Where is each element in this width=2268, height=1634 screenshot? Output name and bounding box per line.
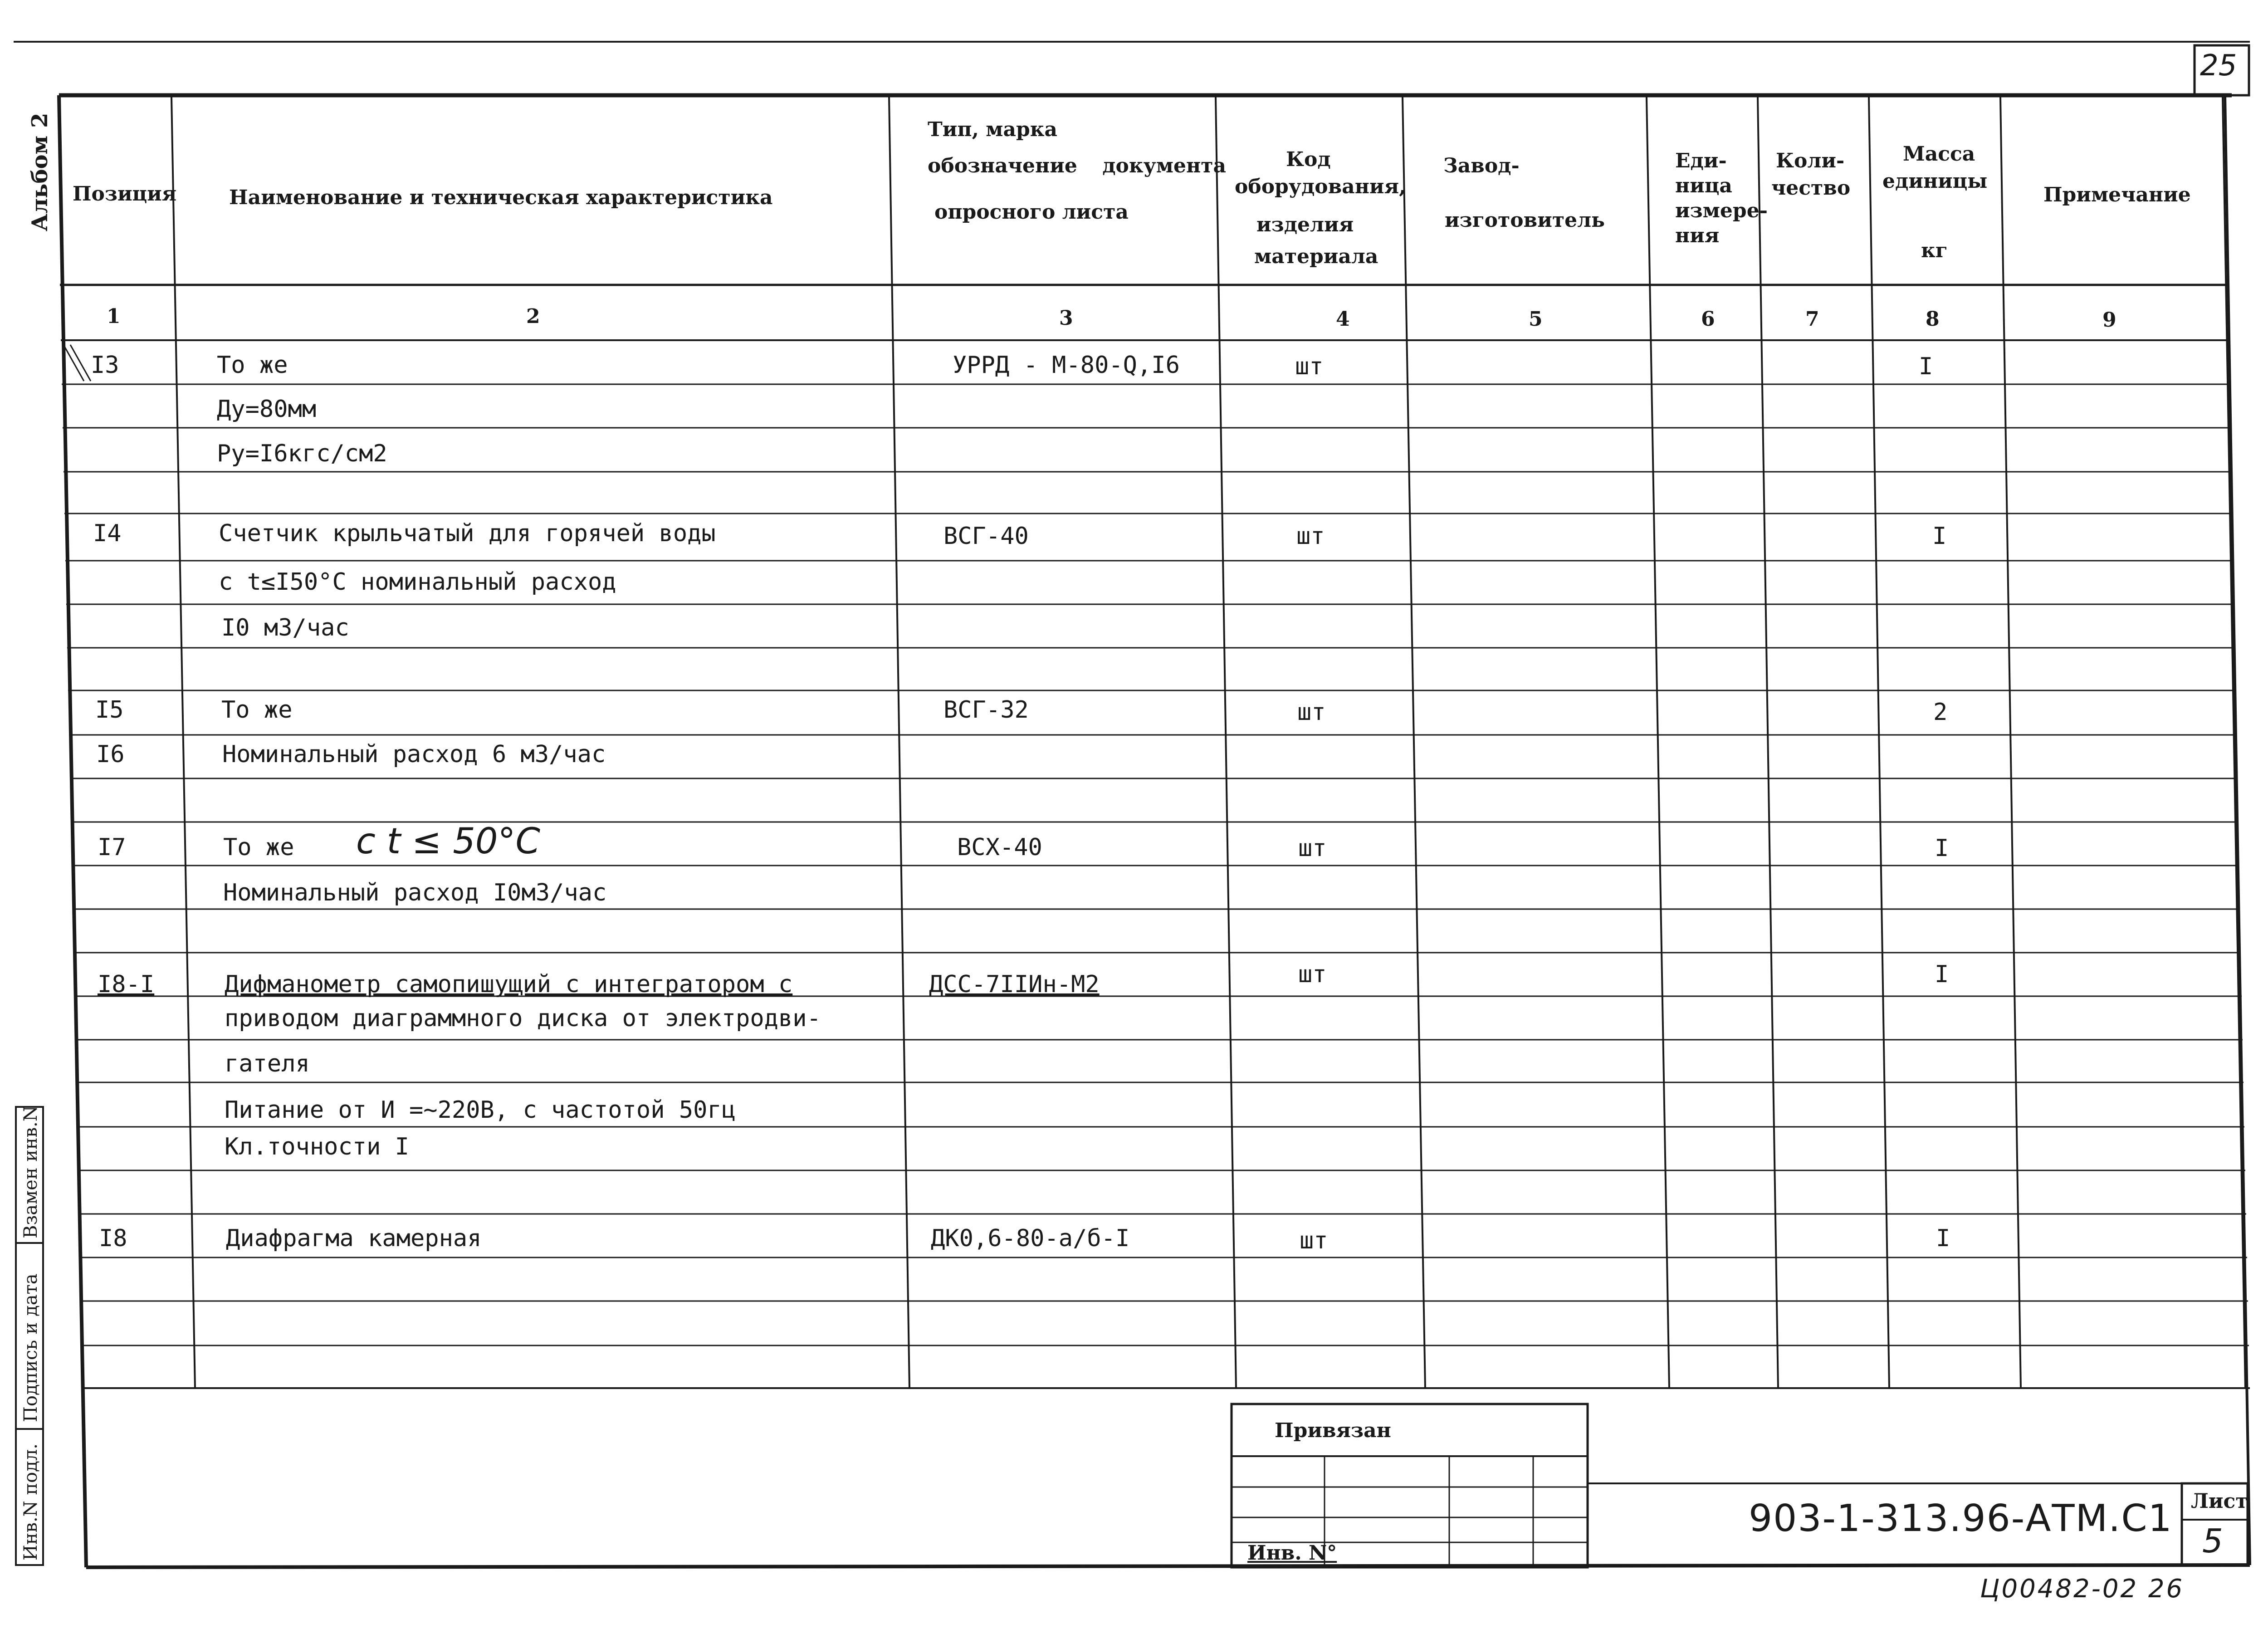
row-14-code: шт xyxy=(1296,523,1325,550)
row-14-mass: I xyxy=(1932,523,1947,550)
bottom-reference: Ц00482-02 26 xyxy=(1980,1574,2185,1604)
page-number: 25 xyxy=(2200,49,2237,83)
row-13-mass: I xyxy=(1919,353,1933,380)
header-position: Позиция xyxy=(73,182,177,205)
stamp-inv-original: Инв.N подл. xyxy=(20,1443,41,1561)
row-18-1-position: I8-I xyxy=(98,971,155,998)
row-18-1-mass: I xyxy=(1935,961,1949,988)
row-18-code: шт xyxy=(1300,1227,1328,1254)
column-number-7: 7 xyxy=(1805,308,1819,331)
title-inv-no: Инв. N° xyxy=(1247,1541,1337,1565)
row-18-position: I8 xyxy=(99,1225,127,1252)
header-code-line2: оборудования, xyxy=(1235,175,1406,198)
sheet-label: Лист xyxy=(2191,1490,2248,1513)
row-18-1-line4: Питание от И =~220В, с частотой 50гц xyxy=(225,1096,736,1124)
stamp-sign-date: Подпись и дата xyxy=(20,1273,41,1422)
row-13-type: УРРД - М-80-Q,I6 xyxy=(953,352,1180,379)
header-name: Наименование и техническая характеристика xyxy=(229,186,773,209)
header-mass-line1: Масса xyxy=(1903,142,1975,166)
title-privyazan: Привязан xyxy=(1275,1419,1391,1442)
row-18-mass: I xyxy=(1936,1225,1950,1252)
row-13-position: I3 xyxy=(91,352,119,379)
header-mass-line2: единицы xyxy=(1882,170,1988,193)
header-unit-line2: ница xyxy=(1675,174,1732,197)
header-qty-line2: чество xyxy=(1771,176,1851,200)
row-17-mass: I xyxy=(1935,835,1949,862)
row-14-type: ВСГ-40 xyxy=(943,523,1029,550)
row-18-type: ДК0,6-80-а/б-I xyxy=(931,1225,1130,1252)
album-label: Альбом 2 xyxy=(27,113,53,231)
row-14-line3: I0 м3/час xyxy=(221,614,349,641)
row-13-code: шт xyxy=(1295,353,1324,380)
stamp-replace-inv: Взамен инв.N xyxy=(20,1106,41,1238)
column-number-4: 4 xyxy=(1336,308,1350,331)
column-number-3: 3 xyxy=(1059,307,1073,330)
header-mass-line3: кг xyxy=(1921,239,1948,262)
header-code-line4: материала xyxy=(1254,245,1378,268)
row-14-position: I4 xyxy=(93,520,122,547)
row-13-name: То же xyxy=(217,352,288,379)
header-code-line3: изделия xyxy=(1256,213,1354,236)
row-17-line2: Номинальный расход I0м3/час xyxy=(223,879,607,906)
header-unit-line4: ния xyxy=(1675,224,1720,247)
header-maker-line2: изготовитель xyxy=(1445,209,1605,232)
row-17-type: ВСХ-40 xyxy=(957,834,1042,861)
row-16-position: I6 xyxy=(96,741,125,768)
row-17-name: То же xyxy=(223,834,294,861)
header-type-line1: Тип, марка xyxy=(928,118,1057,141)
column-number-5: 5 xyxy=(1529,308,1543,331)
row-17-handwritten-temp: с t ≤ 50°С xyxy=(356,821,540,862)
row-15-type: ВСГ-32 xyxy=(943,696,1029,724)
header-qty-line1: Коли- xyxy=(1776,149,1845,172)
row-16-name: Номинальный расход 6 м3/час xyxy=(222,741,606,768)
row-17-position: I7 xyxy=(98,834,126,861)
column-number-1: 1 xyxy=(107,305,121,328)
row-18-1-type: ДСС-7IIИн-М2 xyxy=(929,971,1100,998)
row-14-name: Счетчик крыльчатый для горячей воды xyxy=(219,520,716,547)
header-unit-line3: измере- xyxy=(1675,199,1768,222)
row-15-code: шт xyxy=(1297,699,1326,726)
row-15-mass: 2 xyxy=(1933,699,1948,726)
row-18-1-line2: приводом диаграммного диска от электродви- xyxy=(225,1005,821,1032)
column-number-8: 8 xyxy=(1926,308,1940,331)
header-note: Примечание xyxy=(2043,183,2191,206)
header-unit-line1: Еди- xyxy=(1675,149,1727,172)
column-number-9: 9 xyxy=(2102,308,2116,332)
row-15-position: I5 xyxy=(95,696,124,724)
header-maker-line1: Завод- xyxy=(1443,154,1520,177)
row-14-line2: с t≤I50°С номинальный расход xyxy=(219,568,616,596)
row-17-code: шт xyxy=(1298,835,1327,862)
sheet-number: 5 xyxy=(2202,1522,2223,1560)
row-18-1-name: Дифманометр самопишущий с интегратором с xyxy=(225,971,793,998)
row-18-1-code: шт xyxy=(1298,961,1327,988)
header-code-line1: Код xyxy=(1286,148,1331,171)
header-type-line3: опросного листа xyxy=(934,201,1129,224)
column-number-2: 2 xyxy=(526,305,540,328)
row-18-1-line5: Кл.точности I xyxy=(225,1133,409,1160)
document-code: 903-1-313.96-АТМ.С1 xyxy=(1749,1497,2173,1540)
row-13-line2: Ду=80мм xyxy=(217,396,317,423)
row-15-name: То же xyxy=(221,696,293,724)
row-18-name: Диафрагма камерная xyxy=(226,1225,482,1252)
row-13-line3: Ру=I6кгс/см2 xyxy=(217,440,387,467)
column-number-6: 6 xyxy=(1701,308,1715,331)
header-type-line2: обозначение документа xyxy=(928,154,1226,177)
row-18-1-line3: гателя xyxy=(225,1050,310,1077)
